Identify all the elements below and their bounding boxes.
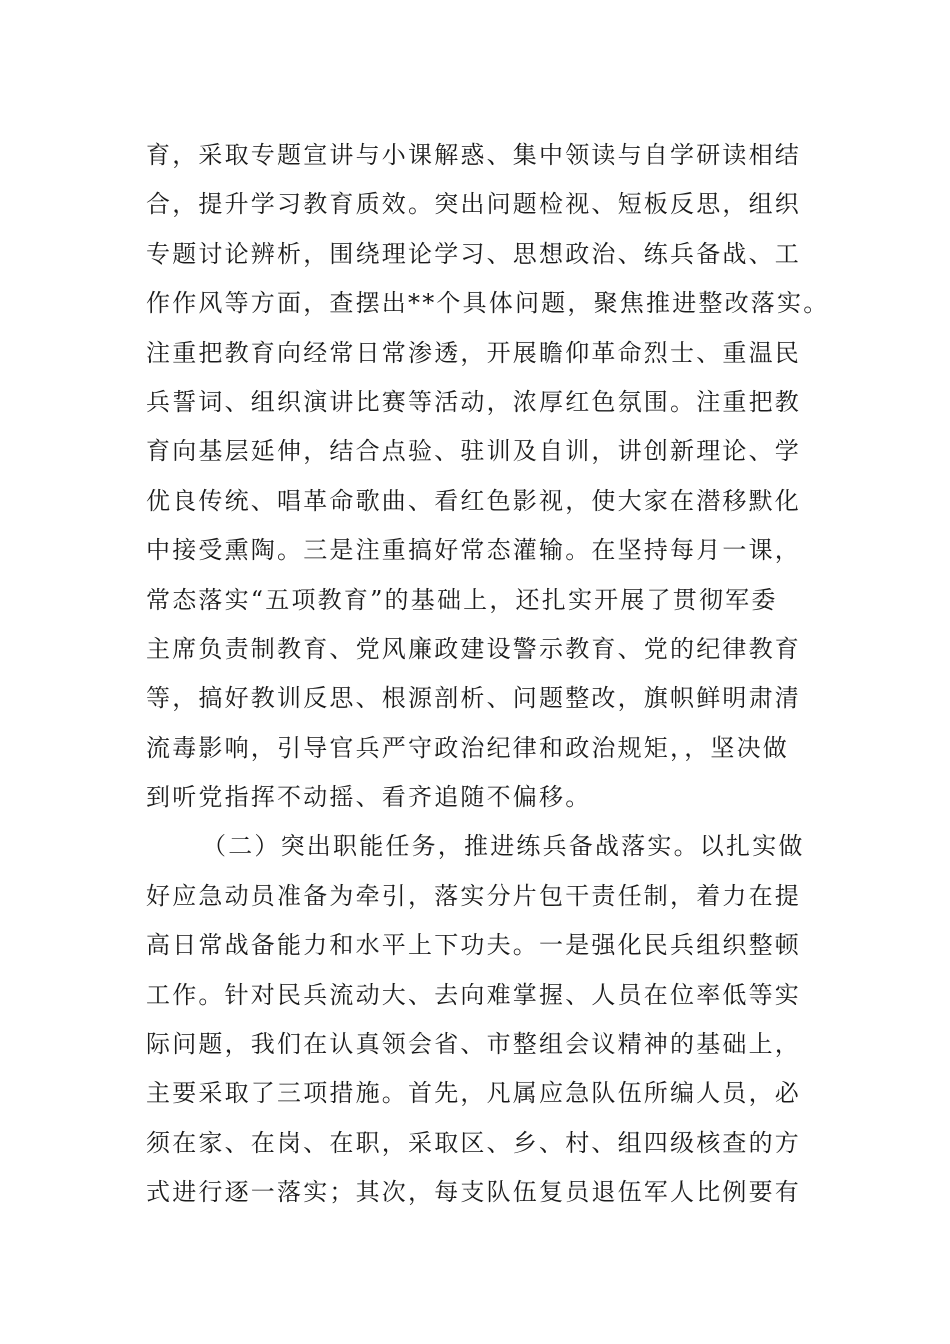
text-line: 常态落实“五项教育”的基础上，还扎实开展了贯彻军委 bbox=[146, 585, 778, 614]
text-line: 流毒影响，引导官兵严守政治纪律和政治规矩，，坚决做 bbox=[146, 733, 789, 762]
text-line: 育，采取专题宣讲与小课解惑、集中领读与自学研读相结 bbox=[146, 141, 801, 169]
text-line: 合，提升学习教育质效。突出问题检视、短板反思，组织 bbox=[146, 190, 801, 219]
text-line: 式进行逐一落实；其次，每支队伍复员退伍军人比例要有 bbox=[146, 1178, 801, 1207]
text-line: 等，搞好教训反思、根源剖析、问题整改，旗帜鲜明肃清 bbox=[146, 684, 801, 713]
body-text bbox=[146, 131, 836, 1218]
text-line: 好应急动员准备为牵引，落实分片包干责任制，着力在提 bbox=[146, 881, 801, 910]
text-line: 际问题，我们在认真领会省、市整组会议精神的基础上， bbox=[146, 1030, 801, 1059]
text-line: 优良传统、唱革命歌曲、看红色影视，使大家在潜移默化 bbox=[146, 486, 801, 515]
text-line: 高日常战备能力和水平上下功夫。一是强化民兵组织整顿 bbox=[146, 931, 801, 960]
text-line: 工作。针对民兵流动大、去向难掌握、人员在位率低等实 bbox=[146, 980, 801, 1009]
text-line: 中接受熏陶。三是注重搞好常态灌输。在坚持每月一课， bbox=[146, 536, 801, 565]
text-line: 主席负责制教育、党风廉政建设警示教育、党的纪律教育 bbox=[146, 634, 801, 663]
text-line: 主要采取了三项措施。首先，凡属应急队伍所编人员，必 bbox=[146, 1079, 801, 1108]
section-heading-line: （二）突出职能任务，推进练兵备战落实。以扎实做 bbox=[202, 832, 805, 861]
text-line: 须在家、在岗、在职，采取区、乡、村、组四级核查的方 bbox=[146, 1128, 801, 1157]
text-line: 兵誓词、组织演讲比赛等活动，浓厚红色氛围。注重把教 bbox=[146, 387, 801, 416]
text-line: 注重把教育向经常日常渗透，开展瞻仰革命烈士、重温民 bbox=[146, 338, 801, 367]
text-line: 到听党指挥不动摇、看齐追随不偏移。 bbox=[146, 783, 592, 812]
text-line: 育向基层延伸，结合点验、驻训及自训，讲创新理论、学 bbox=[146, 437, 801, 466]
text-line: 作作风等方面，查摆出**个具体问题，聚焦推进整改落实。 bbox=[146, 289, 830, 318]
text-line: 专题讨论辨析，围绕理论学习、思想政治、练兵备战、工 bbox=[146, 239, 801, 268]
